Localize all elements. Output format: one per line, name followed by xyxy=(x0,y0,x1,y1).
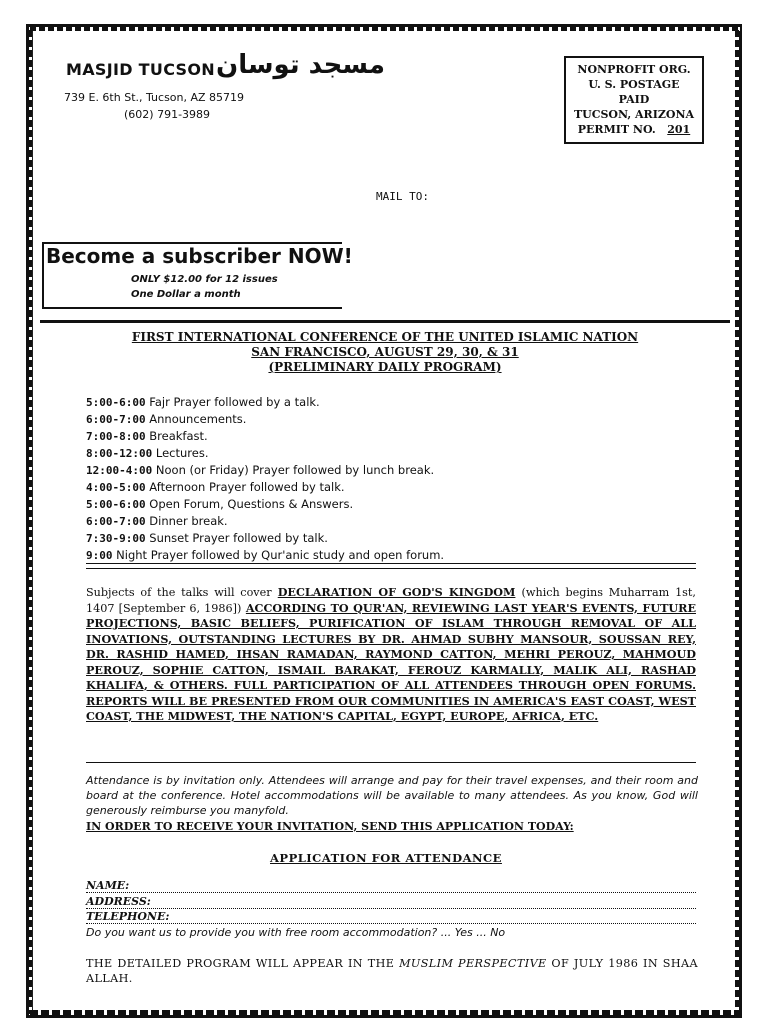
permit-line: NONPROFIT ORG. xyxy=(577,63,691,76)
address-label: ADDRESS: xyxy=(86,895,151,908)
schedule-text: Breakfast. xyxy=(149,429,208,443)
schedule-item xyxy=(86,479,444,496)
conference-location: SAN FRANCISCO, AUGUST 29, 30, & 31 xyxy=(251,345,519,359)
schedule-item xyxy=(86,411,444,428)
name-label: NAME: xyxy=(86,879,130,892)
accommodation-question[interactable]: Do you want us to provide you with free room accommodation? ... Yes ... No xyxy=(86,926,506,939)
subjects-rule xyxy=(86,762,696,763)
subscribe-monthly: One Dollar a month xyxy=(131,289,241,300)
schedule-time: 8:00-12:00 xyxy=(86,447,153,460)
permit-line: PAID xyxy=(618,93,650,106)
subjects-date: (which begins Muharram 1st, 1407 [September 6, 1986]) xyxy=(86,586,696,615)
subjects-lead: Subjects of the talks will cover xyxy=(86,586,272,599)
decorative-border-left xyxy=(29,30,32,1014)
schedule-text: Sunset Prayer followed by talk. xyxy=(149,531,328,545)
schedule-item xyxy=(86,428,444,445)
conference-heading xyxy=(40,330,730,375)
schedule-rule xyxy=(86,563,696,564)
talk-subjects xyxy=(86,585,696,725)
schedule-text: Open Forum, Questions & Answers. xyxy=(149,497,354,511)
schedule-text: Announcements. xyxy=(149,412,247,426)
decorative-border-top xyxy=(30,27,740,31)
schedule-item xyxy=(86,530,444,547)
footer-publication: MUSLIM PERSPECTIVE xyxy=(399,957,547,970)
attendance-cta: IN ORDER TO RECEIVE YOUR INVITATION, SEND THIS APPLICATION TODAY: xyxy=(86,820,574,833)
footer-post: OF JULY 1986 IN SHAA ALLAH. xyxy=(86,957,698,985)
schedule-rule-2 xyxy=(86,568,696,569)
telephone-field[interactable] xyxy=(86,910,169,923)
footer-pre: THE DETAILED PROGRAM WILL APPEAR IN THE xyxy=(86,957,395,970)
address-field[interactable] xyxy=(86,895,151,908)
org-name-arabic: مسجد توسان xyxy=(216,50,385,80)
permit-line: U. S. POSTAGE xyxy=(588,78,680,91)
subscribe-headline: Become a subscriber NOW! xyxy=(46,244,353,268)
schedule-time: 6:00-7:00 xyxy=(86,515,146,528)
org-name: MASJID TUCSON xyxy=(66,60,215,79)
telephone-label: TELEPHONE: xyxy=(86,910,170,923)
section-divider xyxy=(40,320,730,323)
address-field-line[interactable] xyxy=(86,895,696,909)
subjects-kingdom: DECLARATION OF GOD'S KINGDOM xyxy=(277,585,516,599)
schedule-text: Night Prayer followed by Qur'anic study and open forum. xyxy=(116,548,445,562)
schedule-text: Lectures. xyxy=(155,446,209,460)
subjects-reports: REPORTS WILL BE PRESENTED FROM OUR COMMUNITIES IN AMERICA'S EAST COAST, WEST COAST, THE MIDWEST, THE NATION'S CAPITAL, EGYPT, EUROPE, AFRICA, ETC. xyxy=(86,693,696,723)
schedule-item xyxy=(86,394,444,411)
permit-label: PERMIT NO. xyxy=(577,123,656,136)
schedule-time: 5:00-6:00 xyxy=(86,396,146,409)
subscribe-rule-bottom xyxy=(42,307,342,309)
schedule-text: Fajr Prayer followed by a talk. xyxy=(149,395,320,409)
org-address: 739 E. 6th St., Tucson, AZ 85719 xyxy=(64,91,245,104)
conference-subtitle: (PRELIMINARY DAILY PROGRAM) xyxy=(268,360,502,374)
schedule-text: Afternoon Prayer followed by talk. xyxy=(149,480,345,494)
decorative-border-right xyxy=(735,30,739,1014)
schedule-item xyxy=(86,513,444,530)
schedule-text: Noon (or Friday) Prayer followed by lunch break. xyxy=(155,463,435,477)
name-field[interactable] xyxy=(86,879,129,892)
decorative-border-bottom xyxy=(30,1010,740,1015)
daily-schedule xyxy=(86,394,444,564)
schedule-time: 12:00-4:00 xyxy=(86,464,153,477)
schedule-text: Dinner break. xyxy=(149,514,228,528)
subscribe-price: ONLY $12.00 for 12 issues xyxy=(131,274,278,285)
schedule-time: 6:00-7:00 xyxy=(86,413,146,426)
subscribe-rule-left xyxy=(42,242,44,309)
schedule-time: 4:00-5:00 xyxy=(86,481,146,494)
name-field-line[interactable] xyxy=(86,879,696,893)
schedule-time: 7:30-9:00 xyxy=(86,532,146,545)
permit-line: TUCSON, ARIZONA xyxy=(573,108,695,121)
conference-title: FIRST INTERNATIONAL CONFERENCE OF THE UNITED ISLAMIC NATION xyxy=(131,330,639,344)
permit-number: 201 xyxy=(667,123,691,136)
permit-number-line xyxy=(566,122,702,137)
subjects-topics: ACCORDING TO QUR'AN, REVIEWING LAST YEAR'S EVENTS, FUTURE PROJECTIONS, BASIC BELIEFS, PURIFICATION OF ISLAM THROUGH REMOVAL OF ALL INOVATIONS, OUTSTANDING LECTURES BY DR. AHMAD SUBHY MANSOUR, SOUSSAN REY, DR. RASHID HAMED, IHSAN RAMADAN, RAYMOND CATTON, MEHRI PEROUZ, MAHMOUD PEROUZ, SOPHIE CATTON, ISMAIL BARAKAT, FEROUZ KARMALLY, MALIK ALI, RASHAD KHALIFA, & OTHERS. FULL PARTICIPATION OF ALL ATTENDEES THROUGH OPEN FORUMS. xyxy=(86,600,696,692)
footer-note xyxy=(86,956,698,986)
telephone-field-line[interactable] xyxy=(86,910,696,924)
schedule-time: 5:00-6:00 xyxy=(86,498,146,511)
schedule-time: 9:00 xyxy=(86,549,113,562)
schedule-item xyxy=(86,445,444,462)
schedule-item xyxy=(86,462,444,479)
attendance-notice: Attendance is by invitation only. Attendees will arrange and pay for their travel expenses, and their room and board at the conference. Hotel accommodations will be available to many attendees. As you know, God will generously reimburse you manyfold. xyxy=(86,774,698,817)
mail-to-label: MAIL TO: xyxy=(376,190,429,203)
schedule-item xyxy=(86,547,444,564)
schedule-item xyxy=(86,496,444,513)
schedule-time: 7:00-8:00 xyxy=(86,430,146,443)
application-title: APPLICATION FOR ATTENDANCE xyxy=(270,851,502,865)
org-phone: (602) 791-3989 xyxy=(124,108,211,121)
postage-permit-box xyxy=(564,56,704,144)
